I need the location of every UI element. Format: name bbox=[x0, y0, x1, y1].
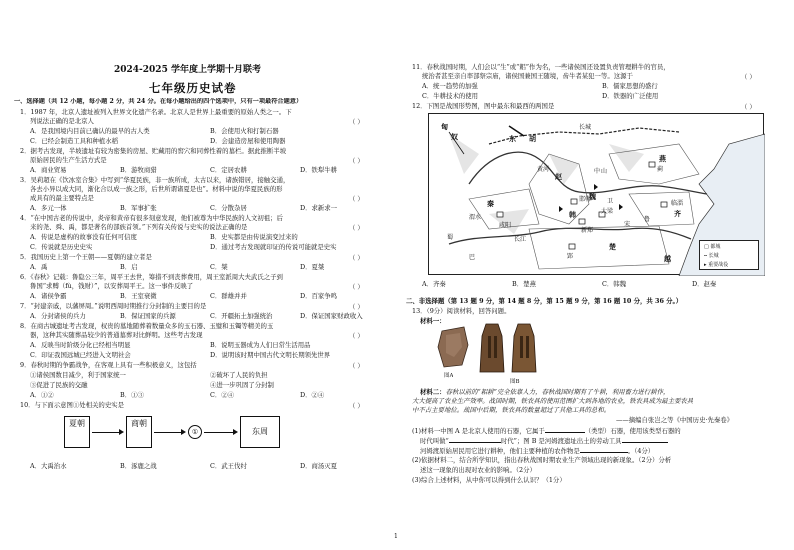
q9-paren: （ ） bbox=[349, 362, 364, 370]
map-label-yangtze: 长江 bbox=[514, 236, 527, 243]
map-legend bbox=[699, 240, 759, 270]
q13-1-blank2[interactable] bbox=[449, 436, 501, 443]
q5-option-a[interactable]: A．禹 bbox=[30, 263, 48, 271]
q2-paren: （ ） bbox=[349, 157, 364, 165]
q12-option-b[interactable]: B．楚燕 bbox=[512, 280, 536, 288]
map-label-lu: 鲁 bbox=[644, 216, 651, 223]
material1-label: 材料一： bbox=[420, 317, 446, 325]
flow-box-shang: 商朝 bbox=[126, 416, 152, 448]
q10-option-d[interactable]: D．商汤灭夏 bbox=[300, 462, 338, 470]
material2-label: 材料二： bbox=[420, 388, 446, 396]
q2-option-c[interactable]: C．定居农耕 bbox=[210, 166, 247, 174]
q4-option-c[interactable]: C．传说就是历史史实 bbox=[30, 243, 93, 251]
map-label-nu: 奴 bbox=[451, 132, 458, 141]
q11-option-a[interactable]: A．统一趋势的加强 bbox=[422, 82, 478, 90]
map-label-wei: 魏 bbox=[589, 192, 596, 201]
q8-option-b[interactable]: B．说明玉器成为人们日常生活用品 bbox=[210, 341, 311, 349]
flow-circle-1: ① bbox=[188, 425, 202, 439]
q4-option-b[interactable]: B．史实都是由传说演变过来的 bbox=[210, 233, 298, 241]
q12-option-a[interactable]: A．齐秦 bbox=[422, 280, 446, 288]
capital-ying bbox=[569, 244, 575, 249]
q9-sub-3: ③促进了民族的交融 bbox=[30, 381, 88, 389]
q12-option-c[interactable]: C．韩魏 bbox=[602, 280, 627, 288]
q3-option-d[interactable]: D．求新求一 bbox=[300, 204, 338, 212]
q9-option-c[interactable]: C．②④ bbox=[210, 391, 235, 399]
legend-wall: ┅ 长城 bbox=[704, 253, 719, 259]
q7-option-a[interactable]: A．分封诸侯的兵力 bbox=[30, 312, 86, 320]
q10-option-a[interactable]: A．大禹治水 bbox=[30, 462, 67, 470]
flow-box-xia: 夏朝 bbox=[64, 416, 90, 448]
image-label-b: 图B bbox=[510, 379, 520, 385]
q4-option-a[interactable]: A．传说是虚构的故事没有任何可信度 bbox=[30, 233, 137, 241]
q9-sub-2: ②破坏了人民的负担 bbox=[210, 371, 268, 379]
q13-1-text2: （类型）石器，使用该类型石器的 bbox=[584, 427, 681, 435]
q13-2-line2: 述这一现象的出现对农业的影响。（2分） bbox=[420, 466, 536, 474]
page-number: 1 bbox=[394, 533, 398, 540]
map-label-handan: 邯郸 bbox=[579, 196, 592, 203]
q6-line2: 鲁国“求赙（fù，钱财）”，以安葬周平王。这一事件反映了 bbox=[30, 282, 194, 290]
q2-line1: 2．据考古发现，半坡遗址有较为密集的房屋、贮藏用的窖穴和同葬性着的墓栏。据此推断半坡 bbox=[20, 147, 287, 155]
capital-xinzheng bbox=[579, 219, 585, 224]
q13-1-text3: 时代叫做“ bbox=[420, 437, 449, 445]
q8-option-c[interactable]: C．印证我国远城已经进入文明社会 bbox=[30, 351, 131, 359]
q2-option-a[interactable]: A．商业贸易 bbox=[30, 166, 67, 174]
subject-title: 七年级历史试卷 bbox=[149, 81, 237, 95]
material2-source: ——摘编自张岂之等《中国历史·先秦卷》 bbox=[616, 416, 734, 424]
q2-line2: 原始居民的生产生活方式是 bbox=[30, 156, 107, 164]
q1-option-a[interactable]: A．是我国境内目前已确认的最早的古人类 bbox=[30, 127, 150, 135]
artifact-bone-spade-2-image bbox=[510, 322, 538, 376]
q12-line1: 12．下图是战国形势图，图中最东和最西的两国是 bbox=[412, 102, 555, 110]
q13-1-score: 。（4分） bbox=[627, 447, 655, 455]
border-qi bbox=[629, 192, 694, 226]
q8-option-a[interactable]: A．反映当时阶级分化已经相当明显 bbox=[30, 341, 131, 349]
map-label-chu: 楚 bbox=[609, 242, 616, 251]
map-label-dong: 东 bbox=[509, 134, 516, 143]
q4-paren: （ ） bbox=[349, 224, 364, 232]
map-label-ba: 巴 bbox=[469, 254, 476, 261]
yangtze-river-line bbox=[449, 228, 691, 244]
q6-option-b[interactable]: B．王室衰微 bbox=[120, 292, 157, 300]
q4-line2: 来的尧、舜、禹，都是著名的部族首领。”下列有关传说与史实的说法正确的是 bbox=[30, 223, 248, 231]
legend-capital-label: 都城 bbox=[710, 244, 721, 250]
q8-line1: 8．在商古城遗址考古发现，权贵的墓地随葬着数量众多的玉石器、玉璧和玉镯等精美的玉 bbox=[20, 322, 274, 330]
map-label-great-wall: 长城 bbox=[579, 124, 592, 131]
flow-arrow-1 bbox=[92, 432, 120, 433]
artifact-bone-spade-1-image bbox=[478, 322, 506, 376]
q7-option-d[interactable]: D．保证国家财政收入 bbox=[300, 312, 363, 320]
q11-paren: （ ） bbox=[741, 73, 756, 81]
left-column bbox=[14, 0, 390, 550]
map-label-zhao: 赵 bbox=[555, 172, 562, 181]
legend-battle: ▸ 重要战役 bbox=[704, 262, 729, 268]
q11-option-c[interactable]: C．牛耕技术的使用 bbox=[422, 92, 479, 100]
map-label-qin: 秦 bbox=[487, 199, 494, 208]
q7-line1: 7．“封建亲戚，以藩屏周。”说明西周时期推行分封制的主要目的是 bbox=[20, 302, 207, 310]
q2-option-d[interactable]: D．铁犁牛耕 bbox=[300, 166, 338, 174]
q9-sub-1: ①诸侯国数目减少，利于国家统一 bbox=[30, 371, 126, 379]
map-label-xianyang: 咸阳 bbox=[499, 222, 512, 229]
map-label-wei-state: 卫 bbox=[607, 198, 614, 205]
q11-option-d[interactable]: D．铁器的广泛使用 bbox=[602, 92, 659, 100]
q13-3-line1: (3)综合上述材料，从中你可以得到什么认识？（1分） bbox=[412, 476, 566, 484]
q9-option-b[interactable]: B．①③ bbox=[120, 391, 144, 399]
map-label-linzi: 临淄 bbox=[671, 200, 684, 207]
q3-paren: （ ） bbox=[349, 195, 364, 203]
q3-option-b[interactable]: B．军事扩张 bbox=[120, 204, 157, 212]
q12-paren: （ ） bbox=[741, 103, 756, 111]
q11-option-b[interactable]: B．儒家思想的盛行 bbox=[602, 82, 658, 90]
artifact-stone-tool-image bbox=[436, 325, 470, 369]
q7-option-c[interactable]: C．开疆拓土加强统治 bbox=[210, 312, 273, 320]
capital-handan bbox=[571, 199, 577, 204]
capital-xianyang bbox=[497, 212, 503, 217]
map-label-zhong: 中 bbox=[594, 168, 601, 175]
q10-line1: 10．与下面示意图①处相关的史实是 bbox=[20, 401, 124, 409]
q9-sub-4: ④进一步巩固了分封制 bbox=[210, 381, 274, 389]
q1-line1: 1．1987 年，北京人遗址被列入世界文化遗产名录。北京人是世界上最重要的原始人类之一。下 bbox=[20, 108, 292, 116]
border-chu bbox=[529, 226, 669, 269]
q9-line1: 9．春秋时期的争霸战争，在客观上具有一些积极意义，这包括 bbox=[20, 361, 197, 369]
q8-line2: 器，这种其实随葬品较少的普通墓葬对比鲜明。这些考古发现 bbox=[30, 331, 203, 339]
section1-heading: 一、选择题（共 12 小题，每小题 2 分，共 24 分。在每小题给出的四个选项中，只有一项最符合题意） bbox=[14, 98, 303, 105]
material2-line1 bbox=[420, 388, 669, 396]
q13-1-blank1[interactable] bbox=[545, 426, 585, 433]
q3-option-a[interactable]: A．多元一体 bbox=[30, 204, 67, 212]
capital-linzi bbox=[661, 202, 667, 207]
right-column bbox=[406, 0, 782, 550]
q6-option-a[interactable]: A．诸侯争霸 bbox=[30, 292, 67, 300]
q1-option-c[interactable]: C．已经会制造工具和种植水稻 bbox=[30, 137, 118, 145]
map-label-ying: 郢 bbox=[567, 253, 574, 260]
map-label-yan: 燕 bbox=[659, 154, 666, 163]
q6-paren: （ ） bbox=[349, 283, 364, 291]
legend-battle-label: 重要战役 bbox=[708, 262, 729, 268]
q9-option-a[interactable]: A．①② bbox=[30, 391, 54, 399]
map-label-xinzheng: 新郑 bbox=[581, 227, 594, 234]
q13-1-blank4[interactable] bbox=[580, 446, 628, 453]
q3-line3: 成具有的最主要特点是 bbox=[30, 194, 94, 202]
q2-option-b[interactable]: B．游牧商猎 bbox=[120, 166, 157, 174]
q13-1-text1: (1)材料一中图 A 是北京人使用的石器，它属于 bbox=[412, 427, 545, 435]
map-label-daliang: 大梁 bbox=[601, 208, 614, 215]
map-label-han: 韩 bbox=[569, 210, 576, 219]
q3-option-c[interactable]: C．分散杂居 bbox=[210, 204, 247, 212]
q5-option-b[interactable]: B．启 bbox=[120, 263, 138, 271]
q10-paren: （ ） bbox=[349, 402, 364, 410]
material2-line3: 中不占主要地位。战国中后期，铁农具的数量超过了其他工具的总和。 bbox=[412, 406, 611, 414]
yellow-river-line bbox=[469, 152, 707, 194]
q5-option-d[interactable]: D．夏桀 bbox=[300, 263, 325, 271]
map-label-weishui: 渭水 bbox=[469, 214, 482, 221]
warring-states-map bbox=[428, 113, 764, 275]
flow-arrow-2 bbox=[154, 432, 182, 433]
q13-1-line2 bbox=[420, 436, 668, 445]
exam-title: 2024-2025 学年度上学期十月联考 bbox=[114, 65, 261, 75]
q4-line1: 4．“在中国古老的传说中，炎帝和黄帝有很多刻意发现，他们被尊为中华民族的人文初祖；后 bbox=[20, 214, 283, 222]
q13-1-line3 bbox=[420, 446, 654, 455]
legend-wall-label: 长城 bbox=[708, 253, 719, 259]
map-label-ji: 蓟 bbox=[657, 166, 664, 173]
q9-option-d[interactable]: D．②④ bbox=[300, 391, 325, 399]
q11-line2: 统治者甚至亲自率部祭宗庙，诸侯国兼国王随境，齿牛者某犯一等。这源于 bbox=[422, 72, 633, 80]
q11-line1: 11．春秋战国时期，人们会以“生”或“耜”作为名，一些诸侯国还设置负责管理耕牛的官员， bbox=[412, 63, 670, 71]
q8-paren: （ ） bbox=[349, 332, 364, 340]
flow-box-dongzhou: 东周 bbox=[240, 416, 280, 448]
material2-line2: 大大提高了农业生产效率。战国时期，铁农具的使用范围扩大到各地的农业，铁农具成为最主要农具 bbox=[412, 397, 694, 405]
q13-2-line1: (2)依据材料二，结合所学知识，指出春秋战国时期农业生产领域出现的新现象。（2分）分析 bbox=[412, 456, 672, 464]
flow-arrow-3 bbox=[204, 432, 234, 433]
map-label-hu: 胡 bbox=[529, 134, 536, 143]
q5-paren: （ ） bbox=[349, 254, 364, 262]
q5-option-c[interactable]: C．桀 bbox=[210, 263, 228, 271]
terrain-2 bbox=[549, 154, 579, 184]
q6-option-d[interactable]: D．百家争鸣 bbox=[300, 292, 338, 300]
section2-heading: 二、非选择题（第 13 题 9 分，第 14 题 8 分，第 15 题 9 分，第 16 题 10 分，共 36 分。） bbox=[406, 297, 683, 305]
q7-option-b[interactable]: B．保证国家的兵源 bbox=[120, 312, 176, 320]
material2-text1: 春秋以前的“耜耕”完全依靠人力，春秋战国时期有了牛耕，利用畜力进行耕作， bbox=[445, 388, 670, 396]
q1-line2: 列说法正确的是北京人 bbox=[30, 117, 94, 125]
q10-option-c[interactable]: C．武王伐纣 bbox=[210, 462, 247, 470]
q5-line1: 5．我国历史上第一个王朝——夏朝的建立者是 bbox=[20, 253, 152, 261]
q13-intro: 13．（9分）阅读材料，回答问题。 bbox=[412, 307, 511, 315]
q13-1-text5: 河姆渡原始居民用它进行耕种，他们主要种植的农作物是 bbox=[420, 447, 580, 455]
q12-option-d[interactable]: D．赵秦 bbox=[692, 280, 717, 288]
battle-marker-3 bbox=[559, 206, 563, 212]
q13-1-line1 bbox=[412, 426, 681, 435]
q1-option-d[interactable]: D．会建造房屋和使用陶器 bbox=[210, 137, 286, 145]
q8-option-d[interactable]: D．说明该时期中国古代文明长期领先世界 bbox=[210, 351, 331, 359]
q10-flow-diagram bbox=[64, 412, 304, 452]
map-label-shu: 蜀 bbox=[447, 234, 454, 241]
q1-paren: （ ） bbox=[349, 118, 364, 126]
map-label-xiong: 匈 bbox=[441, 122, 448, 131]
q4-option-d[interactable]: D．通过考古发现就印证的传说可能就是史实 bbox=[210, 243, 337, 251]
q13-1-text4: 时代”；图 B 是河姆渡遗址出土的劳动工具 bbox=[500, 437, 622, 445]
map-label-qi: 齐 bbox=[674, 209, 681, 218]
map-label-song: 宋 bbox=[624, 221, 631, 228]
q7-paren: （ ） bbox=[349, 303, 364, 311]
map-label-yellow-river: 黄河 bbox=[537, 166, 550, 173]
battle-marker-2 bbox=[619, 204, 623, 210]
q10-option-b[interactable]: B．涿鹿之战 bbox=[120, 462, 157, 470]
image-label-a: 图A bbox=[444, 373, 454, 379]
q3-line2: 各去小异以成大同，渐化合以成一族之形，后世所谓诸夏是也”。材料中说的华夏民族的形 bbox=[30, 185, 283, 193]
q3-line1: 3．吴莉超在《饮冰室合集》中写到“华夏民族，非一族所成，太古以来，诸族错居，接触交通， bbox=[20, 176, 290, 184]
q1-option-b[interactable]: B．会使用火和打制石器 bbox=[210, 127, 279, 135]
battle-marker-1 bbox=[594, 184, 598, 190]
capital-ji bbox=[649, 162, 655, 167]
q6-option-c[interactable]: C．群雄并并 bbox=[210, 292, 247, 300]
legend-capital: □ 都城 bbox=[704, 244, 721, 250]
q13-1-blank3[interactable] bbox=[622, 436, 668, 443]
map-label-shan: 山 bbox=[601, 168, 608, 175]
map-label-yue: 越 bbox=[664, 254, 671, 263]
q6-line1: 6．《春秋》记载：鲁隐公三年，周平王去世，筹措不到丧葬费用，周王室派周大夫武氏之子到 bbox=[20, 273, 283, 281]
